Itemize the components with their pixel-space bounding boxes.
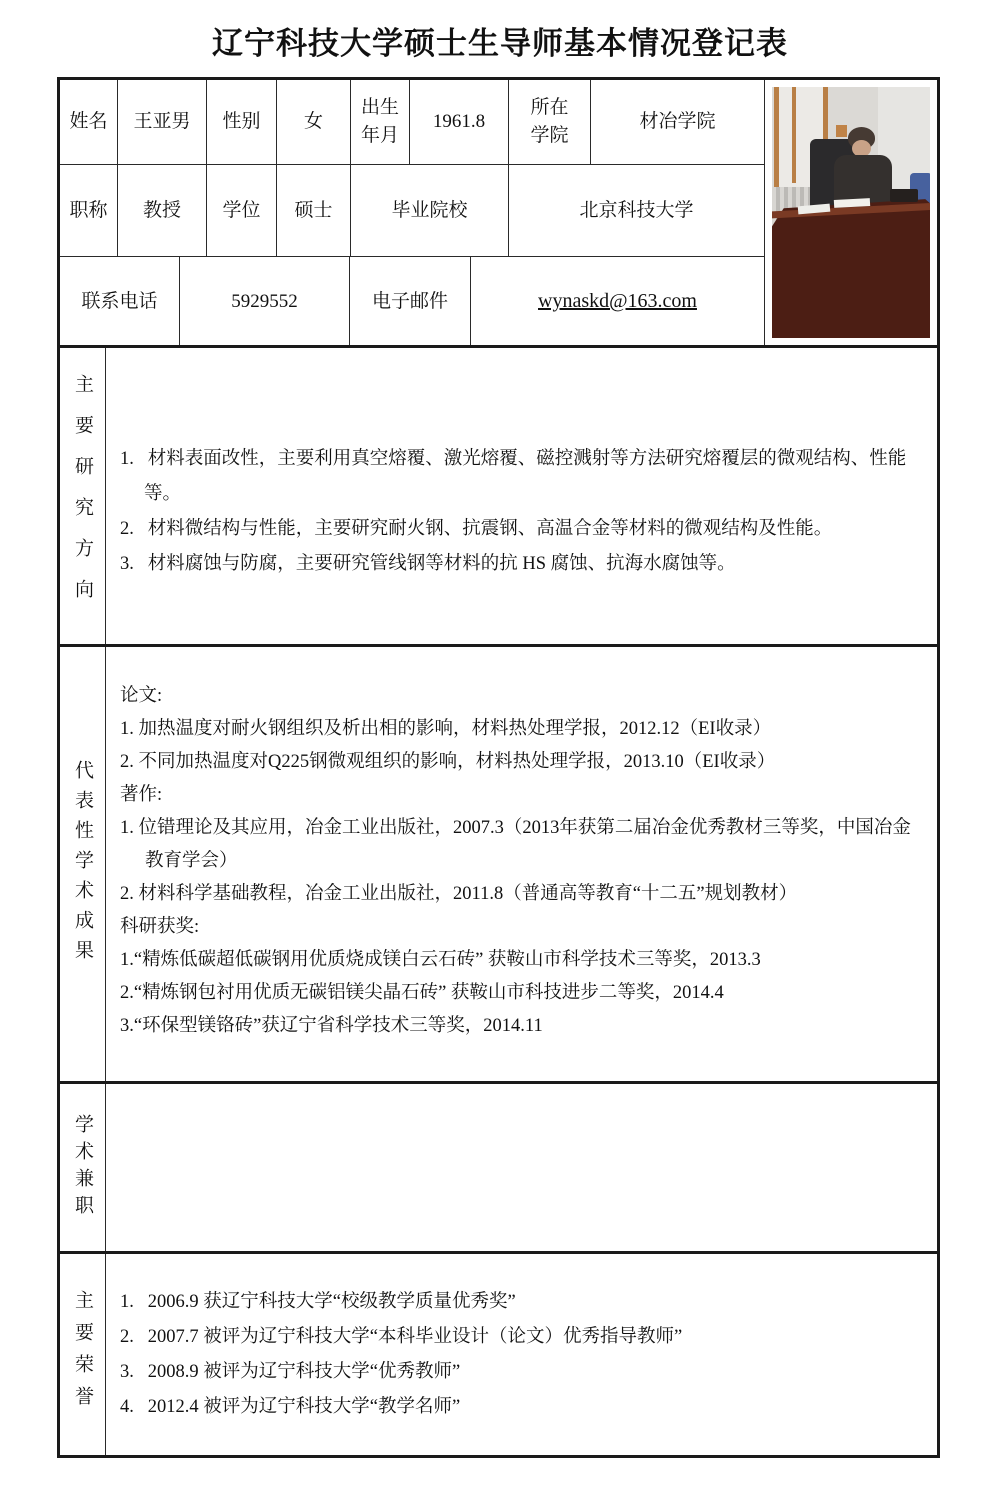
section-achievements-content [106, 646, 937, 1083]
research-item: 1. 材料表面改性，主要利用真空熔覆、激光熔覆、磁控溅射等方法研究熔覆层的微观结构、性能等。 [120, 449, 907, 504]
achievement-line: 2. 材料科学基础教程，冶金工业出版社，2011.8（普通高等教育“十二五”规划教材） [120, 884, 798, 904]
phone-label-cell: 联系电话 [60, 257, 180, 347]
achievement-line: 1. 加热温度对耐火钢组织及析出相的影响，材料热处理学报，2012.12（EI收录） [120, 719, 772, 739]
school-value-cell: 北京科技大学 [509, 165, 765, 257]
research-item: 2. 材料微结构与性能，主要研究耐火钢、抗震钢、高温合金等材料的微观结构及性能。 [120, 519, 833, 539]
honor-item: 3. 2008.9 被评为辽宁科技大学“优秀教师” [120, 1362, 461, 1382]
section-achievements-label: 代表性学术成果 [72, 759, 93, 970]
section-research-label-cell [60, 347, 106, 646]
email-label-cell: 电子邮件 [350, 257, 471, 347]
achievement-line: 2. 不同加热温度对Q225钢微观组织的影响，材料热处理学报，2013.10（EI收录） [120, 752, 776, 772]
section-positions [60, 1083, 937, 1253]
email-value-cell [471, 257, 765, 347]
prof-title-value-cell: 教授 [118, 165, 207, 257]
portrait-photo [772, 87, 930, 338]
section-divider [60, 644, 937, 647]
honor-item: 2. 2007.7 被评为辽宁科技大学“本科毕业设计（论文）优秀指导教师” [120, 1327, 683, 1347]
gender-label-cell: 性别 [207, 80, 277, 165]
name-label-cell: 姓名 [60, 80, 118, 165]
birth-label-cell: 出生年月 [351, 80, 410, 165]
name-value-cell: 王亚男 [118, 80, 207, 165]
school-label-cell: 毕业院校 [351, 165, 509, 257]
degree-label-cell: 学位 [207, 165, 277, 257]
research-item: 3. 材料腐蚀与防腐，主要研究管线钢等材料的抗 HS 腐蚀、抗海水腐蚀等。 [120, 554, 736, 574]
section-achievements [60, 646, 937, 1083]
college-value-cell: 材冶学院 [591, 80, 765, 165]
section-honors-label: 主要荣誉 [72, 1290, 93, 1418]
achievement-line: 3.“环保型镁铬砖”获辽宁省科学技术三等奖，2014.11 [120, 1016, 543, 1036]
registration-table [57, 77, 940, 1458]
gender-value-cell: 女 [277, 80, 351, 165]
page-title: 辽宁科技大学硕士生导师基本情况登记表 [212, 26, 788, 61]
photo-window-bar [792, 87, 796, 183]
portrait-photo-cell [765, 80, 937, 347]
section-honors-label-cell [60, 1253, 106, 1455]
honor-item: 1. 2006.9 获辽宁科技大学“校级教学质量优秀奖” [120, 1292, 516, 1312]
prof-title-label-cell: 职称 [60, 165, 118, 257]
section-positions-content [106, 1083, 937, 1253]
section-divider [60, 1251, 937, 1254]
section-research [60, 347, 937, 646]
section-divider [60, 345, 937, 348]
achievement-line: 1. 位错理论及其应用，冶金工业出版社，2007.3（2013年获第二届冶金优秀教材三等奖，中国冶金教育学会） [120, 818, 911, 871]
section-positions-label: 学术兼职 [72, 1114, 93, 1222]
college-label-cell: 所在学院 [509, 80, 591, 165]
section-honors-content [106, 1253, 937, 1455]
achievement-line: 论文: [120, 686, 163, 706]
phone-value-cell: 5929552 [180, 257, 350, 347]
achievement-line: 1.“精炼低碳超低碳钢用优质烧成镁白云石砖” 获鞍山市科学技术三等奖，2013.3 [120, 950, 761, 970]
achievement-line: 2.“精炼钢包衬用优质无碳铝镁尖晶石砖” 获鞍山市科技进步二等奖，2014.4 [120, 983, 724, 1003]
email-link[interactable]: wynaskd@163.com [538, 290, 697, 312]
section-research-content [106, 347, 937, 646]
birth-value-cell: 1961.8 [410, 80, 509, 165]
degree-value-cell: 硕士 [277, 165, 351, 257]
honor-item: 4. 2012.4 被评为辽宁科技大学“教学名师” [120, 1397, 461, 1417]
achievement-line: 著作: [120, 785, 163, 805]
photo-wall-plaque [836, 125, 847, 137]
section-divider [60, 1081, 937, 1084]
achievement-line: 科研获奖: [120, 917, 200, 937]
section-research-label: 主要研究方向 [72, 373, 93, 620]
photo-desk-object [890, 189, 918, 202]
section-honors [60, 1253, 937, 1455]
section-positions-label-cell [60, 1083, 106, 1253]
section-achievements-label-cell [60, 646, 106, 1083]
